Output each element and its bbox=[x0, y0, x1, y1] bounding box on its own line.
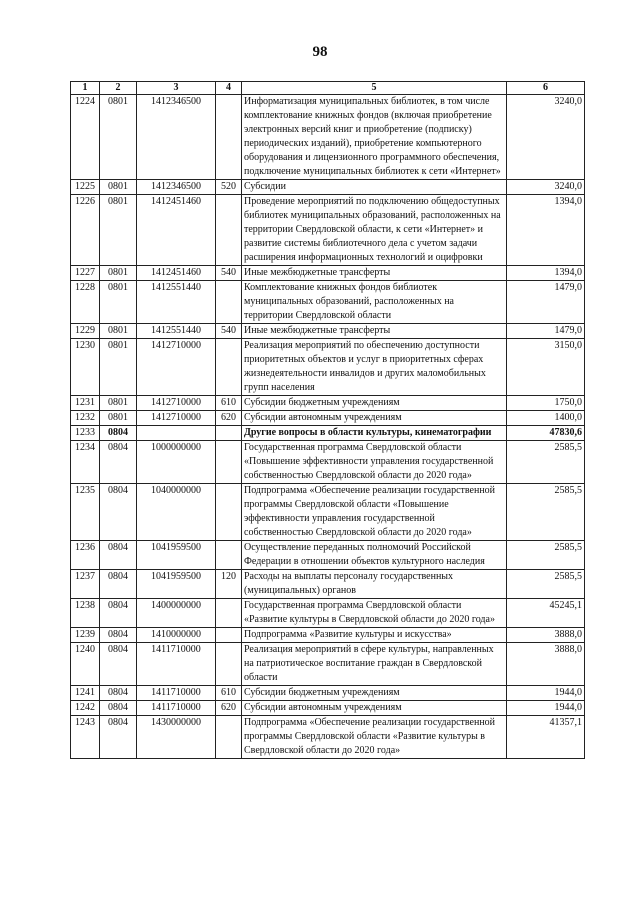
amount: 1400,0 bbox=[507, 411, 585, 426]
item-name: Информатизация муниципальных библиотек, в том числе комплектование книжных фондов (включая приобретение электронных версий книг и приобретение (подписку) периодических изданий), приобретение компьютерного оборудования и лицензионного программного обеспечения, подключение муниципальных библиотек к сети «Интернет» bbox=[242, 95, 507, 180]
item-name: Иные межбюджетные трансферты bbox=[242, 324, 507, 339]
amount: 2585,5 bbox=[507, 441, 585, 484]
item-name: Реализация мероприятий в сфере культуры, направленных на патриотическое воспитание граждан в Свердловской области bbox=[242, 643, 507, 686]
item-name: Государственная программа Свердловской области «Повышение эффективности управления государственной собственностью Свердловской области до 2020 года» bbox=[242, 441, 507, 484]
row-number: 1227 bbox=[71, 266, 100, 281]
amount: 3888,0 bbox=[507, 643, 585, 686]
item-name: Государственная программа Свердловской области «Развитие культуры в Свердловской области до 2020 года» bbox=[242, 599, 507, 628]
target-code: 1412551440 bbox=[137, 324, 216, 339]
amount: 47830,6 bbox=[507, 426, 585, 441]
table-row bbox=[71, 281, 585, 324]
item-name: Подпрограмма «Обеспечение реализации государственной программы Свердловской области «Повышение эффективности управления государственной собственностью Свердловской области до 2020 года» bbox=[242, 484, 507, 541]
section-code: 0804 bbox=[100, 570, 137, 599]
col-header-6: 6 bbox=[507, 82, 585, 95]
row-number: 1243 bbox=[71, 716, 100, 759]
row-number: 1235 bbox=[71, 484, 100, 541]
table-row bbox=[71, 441, 585, 484]
amount: 2585,5 bbox=[507, 484, 585, 541]
amount: 3150,0 bbox=[507, 339, 585, 396]
expense-type bbox=[216, 95, 242, 180]
expense-type: 540 bbox=[216, 266, 242, 281]
target-code: 1041959500 bbox=[137, 570, 216, 599]
table-row bbox=[71, 686, 585, 701]
amount: 3240,0 bbox=[507, 95, 585, 180]
expense-type bbox=[216, 599, 242, 628]
section-code: 0801 bbox=[100, 396, 137, 411]
section-code: 0801 bbox=[100, 195, 137, 266]
item-name: Комплектование книжных фондов библиотек муниципальных образований, расположенных на территории Свердловской области bbox=[242, 281, 507, 324]
expense-type: 120 bbox=[216, 570, 242, 599]
table-row bbox=[71, 95, 585, 180]
budget-table bbox=[70, 81, 585, 759]
target-code: 1411710000 bbox=[137, 686, 216, 701]
row-number: 1234 bbox=[71, 441, 100, 484]
section-code: 0804 bbox=[100, 701, 137, 716]
amount: 2585,5 bbox=[507, 541, 585, 570]
row-number: 1236 bbox=[71, 541, 100, 570]
target-code: 1410000000 bbox=[137, 628, 216, 643]
target-code: 1412710000 bbox=[137, 339, 216, 396]
row-number: 1237 bbox=[71, 570, 100, 599]
section-code: 0801 bbox=[100, 266, 137, 281]
expense-type: 620 bbox=[216, 411, 242, 426]
table-row bbox=[71, 324, 585, 339]
item-name: Другие вопросы в области культуры, кинематографии bbox=[242, 426, 507, 441]
item-name: Субсидии бюджетным учреждениям bbox=[242, 686, 507, 701]
section-code: 0801 bbox=[100, 411, 137, 426]
section-code: 0801 bbox=[100, 95, 137, 180]
page-number: 98 bbox=[312, 44, 328, 60]
expense-type bbox=[216, 541, 242, 570]
section-code: 0804 bbox=[100, 686, 137, 701]
target-code: 1412551440 bbox=[137, 281, 216, 324]
table-row bbox=[71, 426, 585, 441]
table-row bbox=[71, 339, 585, 396]
item-name: Подпрограмма «Обеспечение реализации государственной программы Свердловской области «Развитие культуры в Свердловской области до 2020 года» bbox=[242, 716, 507, 759]
row-number: 1224 bbox=[71, 95, 100, 180]
table-body bbox=[71, 95, 585, 759]
expense-type bbox=[216, 484, 242, 541]
row-number: 1228 bbox=[71, 281, 100, 324]
row-number: 1241 bbox=[71, 686, 100, 701]
expense-type: 540 bbox=[216, 324, 242, 339]
amount: 1479,0 bbox=[507, 281, 585, 324]
table-row bbox=[71, 266, 585, 281]
row-number: 1242 bbox=[71, 701, 100, 716]
row-number: 1232 bbox=[71, 411, 100, 426]
item-name: Субсидии бюджетным учреждениям bbox=[242, 396, 507, 411]
col-header-5: 5 bbox=[242, 82, 507, 95]
table-row bbox=[71, 628, 585, 643]
expense-type bbox=[216, 281, 242, 324]
expense-type bbox=[216, 441, 242, 484]
target-code: 1400000000 bbox=[137, 599, 216, 628]
col-header-3: 3 bbox=[137, 82, 216, 95]
row-number: 1238 bbox=[71, 599, 100, 628]
section-code: 0801 bbox=[100, 324, 137, 339]
target-code: 1040000000 bbox=[137, 484, 216, 541]
row-number: 1230 bbox=[71, 339, 100, 396]
col-header-2: 2 bbox=[100, 82, 137, 95]
table-row bbox=[71, 411, 585, 426]
target-code: 1430000000 bbox=[137, 716, 216, 759]
table-row bbox=[71, 180, 585, 195]
row-number: 1239 bbox=[71, 628, 100, 643]
target-code: 1412346500 bbox=[137, 180, 216, 195]
row-number: 1231 bbox=[71, 396, 100, 411]
table-row bbox=[71, 541, 585, 570]
table-row bbox=[71, 701, 585, 716]
item-name: Субсидии автономным учреждениям bbox=[242, 701, 507, 716]
target-code: 1412451460 bbox=[137, 266, 216, 281]
target-code: 1000000000 bbox=[137, 441, 216, 484]
target-code: 1412346500 bbox=[137, 95, 216, 180]
expense-type bbox=[216, 643, 242, 686]
col-header-4: 4 bbox=[216, 82, 242, 95]
table-row bbox=[71, 195, 585, 266]
amount: 1944,0 bbox=[507, 701, 585, 716]
section-code: 0804 bbox=[100, 628, 137, 643]
section-code: 0804 bbox=[100, 541, 137, 570]
table-row bbox=[71, 716, 585, 759]
expense-type: 610 bbox=[216, 396, 242, 411]
expense-type bbox=[216, 426, 242, 441]
table-row bbox=[71, 396, 585, 411]
section-code: 0804 bbox=[100, 441, 137, 484]
amount: 1479,0 bbox=[507, 324, 585, 339]
row-number: 1229 bbox=[71, 324, 100, 339]
expense-type bbox=[216, 339, 242, 396]
header-row bbox=[71, 82, 585, 95]
target-code: 1412710000 bbox=[137, 411, 216, 426]
section-code: 0801 bbox=[100, 339, 137, 396]
target-code: 1411710000 bbox=[137, 701, 216, 716]
item-name: Субсидии bbox=[242, 180, 507, 195]
row-number: 1225 bbox=[71, 180, 100, 195]
amount: 1944,0 bbox=[507, 686, 585, 701]
item-name: Проведение мероприятий по подключению общедоступных библиотек муниципальных образований, расположенных на территории Свердловской области, к сети «Интернет» и развитие системы библиотечного дела с учетом задачи расширения информационных технологий и оцифровки bbox=[242, 195, 507, 266]
row-number: 1240 bbox=[71, 643, 100, 686]
target-code: 1412451460 bbox=[137, 195, 216, 266]
section-code: 0801 bbox=[100, 281, 137, 324]
expense-type: 520 bbox=[216, 180, 242, 195]
section-code: 0804 bbox=[100, 484, 137, 541]
expense-type: 610 bbox=[216, 686, 242, 701]
target-code: 1412710000 bbox=[137, 396, 216, 411]
table-row bbox=[71, 570, 585, 599]
expense-type bbox=[216, 628, 242, 643]
section-code: 0804 bbox=[100, 643, 137, 686]
item-name: Осуществление переданных полномочий Российской Федерации в отношении объектов культурного наследия bbox=[242, 541, 507, 570]
amount: 3240,0 bbox=[507, 180, 585, 195]
expense-type bbox=[216, 716, 242, 759]
col-header-1: 1 bbox=[71, 82, 100, 95]
amount: 3888,0 bbox=[507, 628, 585, 643]
amount: 1750,0 bbox=[507, 396, 585, 411]
table-row bbox=[71, 484, 585, 541]
amount: 1394,0 bbox=[507, 266, 585, 281]
expense-type bbox=[216, 195, 242, 266]
target-code bbox=[137, 426, 216, 441]
expense-type: 620 bbox=[216, 701, 242, 716]
item-name: Иные межбюджетные трансферты bbox=[242, 266, 507, 281]
table-row bbox=[71, 599, 585, 628]
section-code: 0804 bbox=[100, 599, 137, 628]
row-number: 1233 bbox=[71, 426, 100, 441]
target-code: 1411710000 bbox=[137, 643, 216, 686]
section-code: 0804 bbox=[100, 716, 137, 759]
item-name: Подпрограмма «Развитие культуры и искусства» bbox=[242, 628, 507, 643]
amount: 1394,0 bbox=[507, 195, 585, 266]
item-name: Реализация мероприятий по обеспечению доступности приоритетных объектов и услуг в приоритетных сферах жизнедеятельности инвалидов и других маломобильных групп населения bbox=[242, 339, 507, 396]
table-row bbox=[71, 643, 585, 686]
section-code: 0801 bbox=[100, 180, 137, 195]
item-name: Расходы на выплаты персоналу государственных (муниципальных) органов bbox=[242, 570, 507, 599]
target-code: 1041959500 bbox=[137, 541, 216, 570]
row-number: 1226 bbox=[71, 195, 100, 266]
section-code: 0804 bbox=[100, 426, 137, 441]
amount: 2585,5 bbox=[507, 570, 585, 599]
item-name: Субсидии автономным учреждениям bbox=[242, 411, 507, 426]
amount: 41357,1 bbox=[507, 716, 585, 759]
amount: 45245,1 bbox=[507, 599, 585, 628]
